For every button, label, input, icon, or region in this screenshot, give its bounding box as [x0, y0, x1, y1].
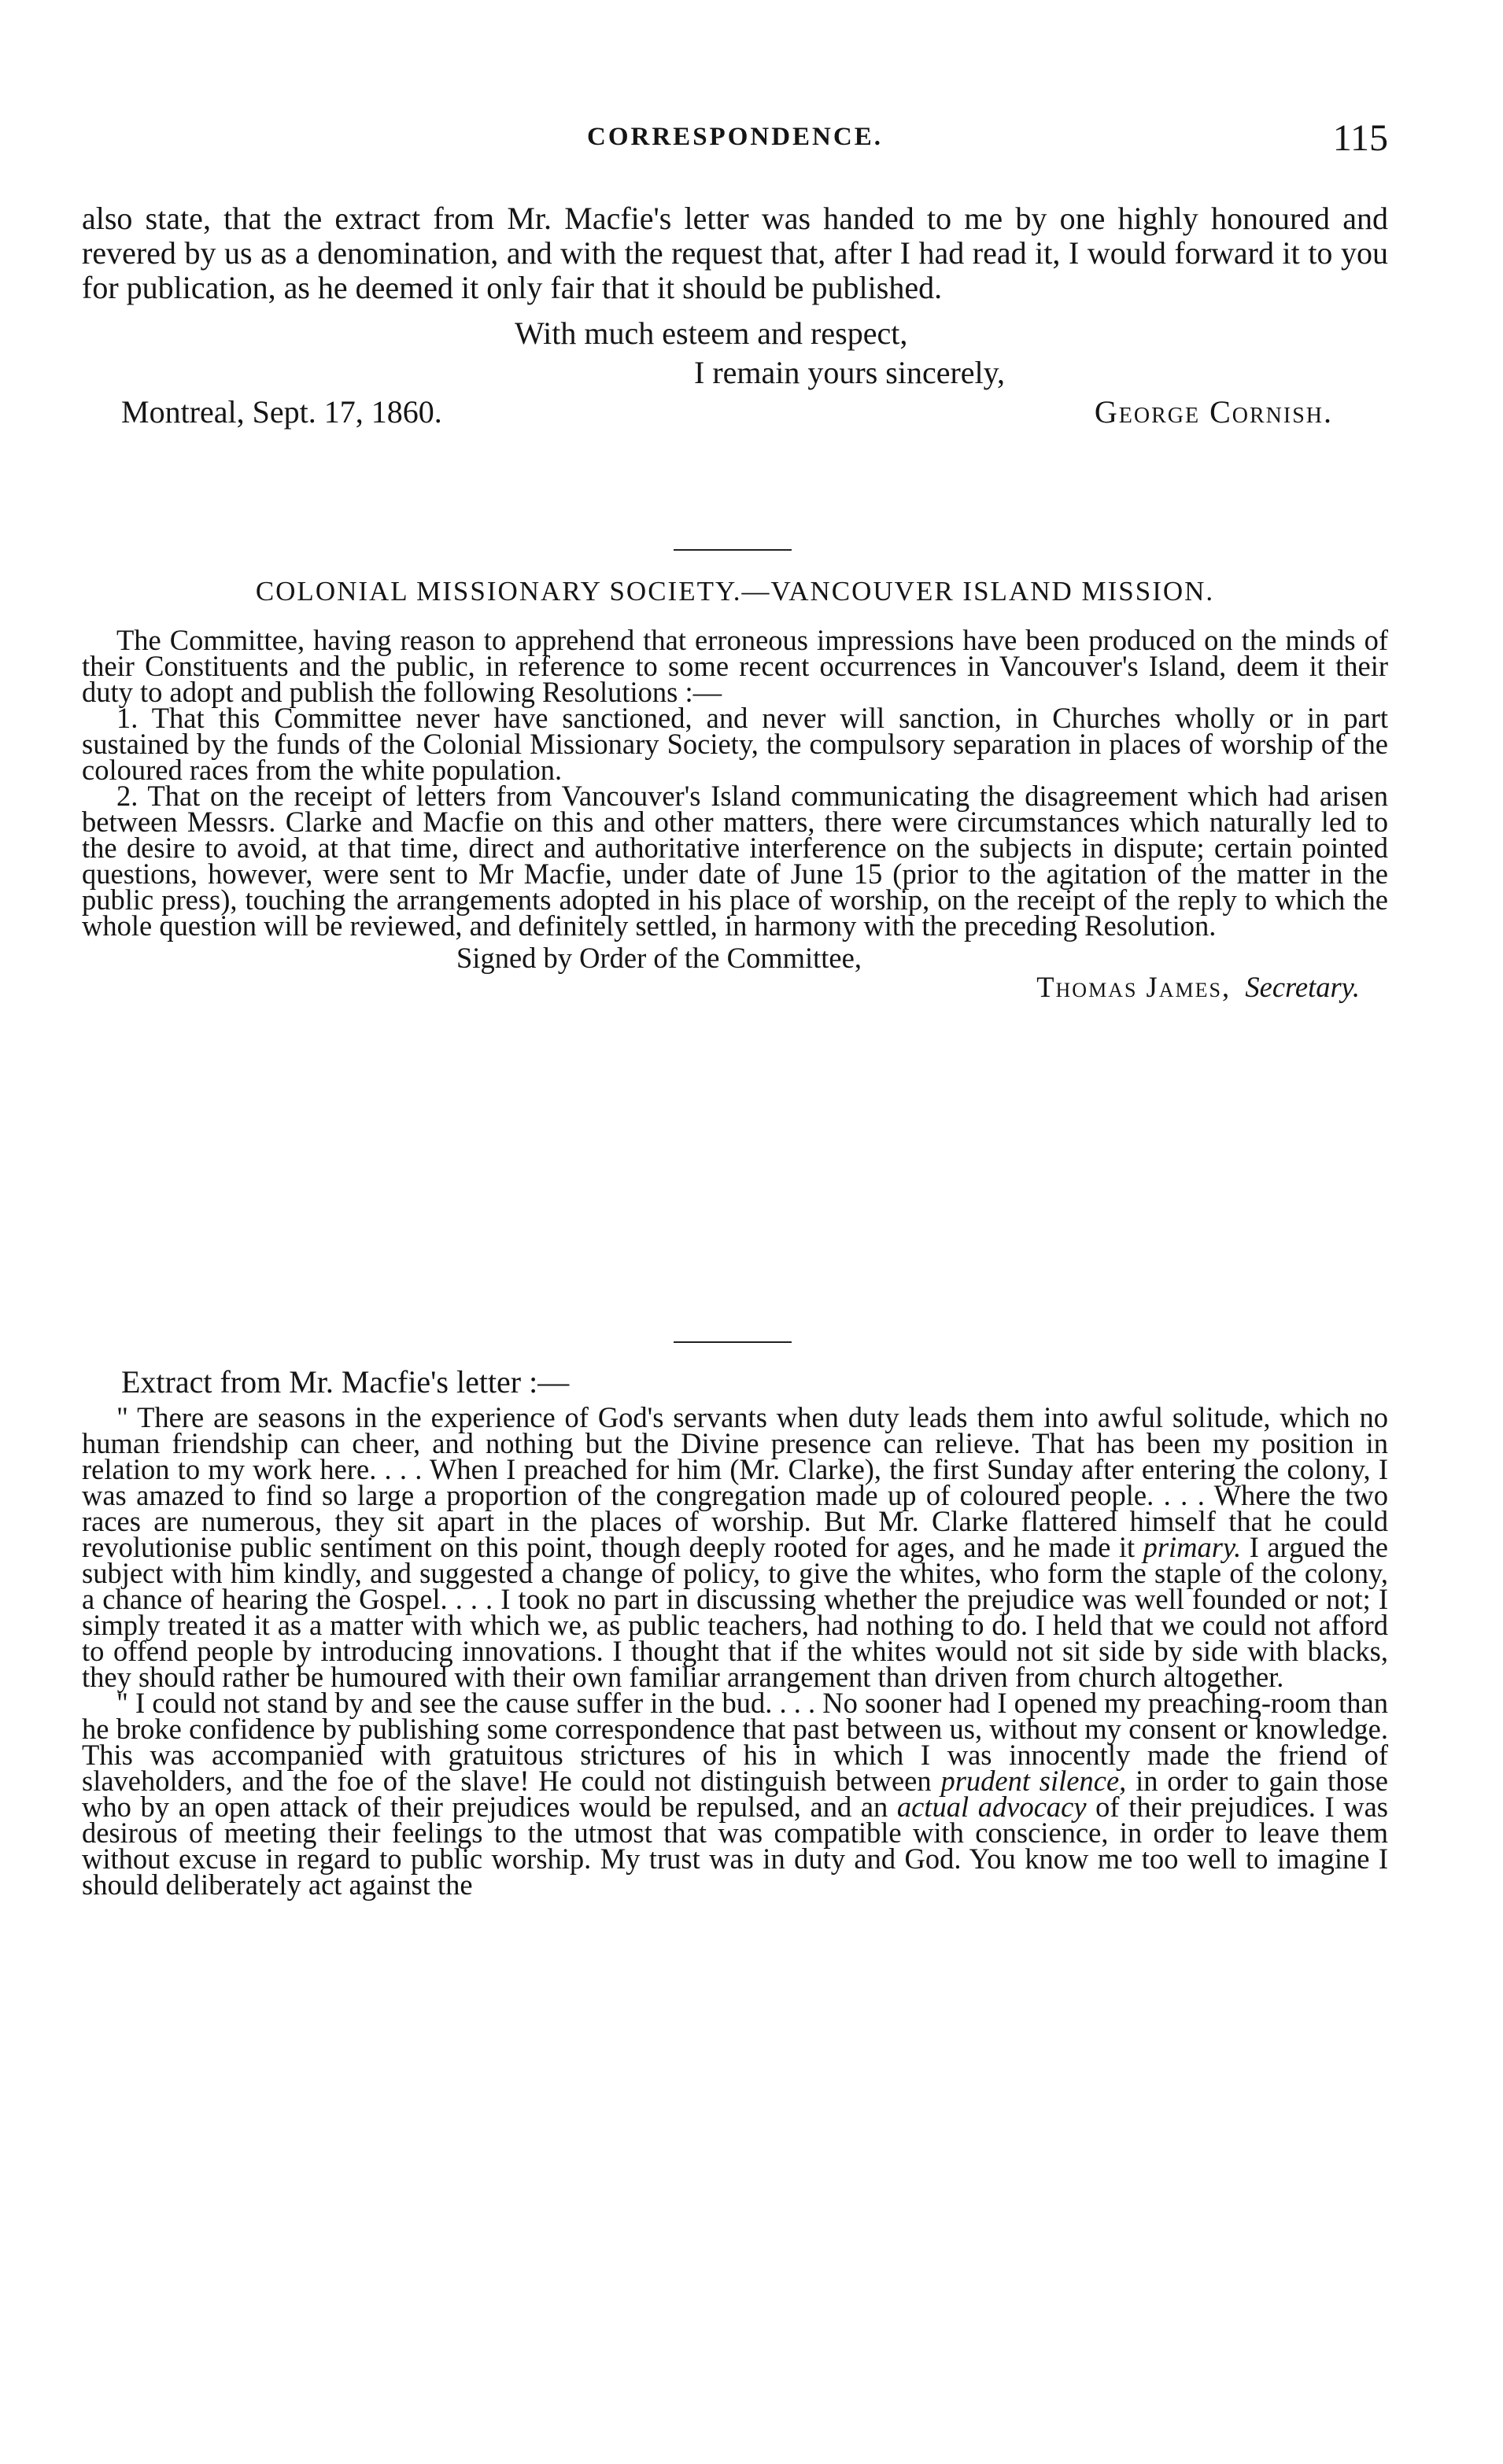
resolution-2: 2. That on the receipt of letters from Vancouver's Island communicating the disagreement which had arisen between Messrs. Clarke and Macfie on this and other matters, there were circumstances which naturally led to the desire to avoid, at that time, direct and authoritative interference on the subjects in dispute; certain pointed questions, however, were sent to Mr Macfie, under date of June 15 (prior to the agitation of the matter in the public press), touching the arrangements adopted in his place of worship, on the receipt of the reply to which the whole question will be reviewed, and definitely settled, in harmony with the preceding Resolution.: [82, 780, 1388, 942]
extract-divider: [674, 1341, 792, 1343]
page-number: 115: [1332, 117, 1388, 159]
extract-text: I argued the subject with him kindly, and suggested a change of policy, to give the whites, who form the staple of the colony, a chance of hearing the Gospel. . . . I took no part in discussing whether the prejudice was well founded or not; I simply treated it as a matter with which we, as public teachers, had nothing to do. I held that we could not afford to offend people by introducing innovations. I thought that if the whites would not sit side by side with blacks, they should rather be humoured with their own familiar arrangement than driven from church altogether.: [82, 1531, 1388, 1693]
secretary-title: Secretary.: [1245, 971, 1360, 1003]
letter-paragraph: also state, that the extract from Mr. Macfie's letter was handed to me by one highly honoured and revered by us as a denomination, and with the request that, after I had read it, I would forward it to you for publication, as he deemed it only fair that it should be published.: [82, 201, 1388, 305]
extract-paragraph-2: [82, 1687, 1389, 1901]
extract-heading: Extract from Mr. Macfie's letter :—: [121, 1364, 570, 1400]
signature: George Cornish.: [1094, 394, 1333, 430]
closing-line-1: With much esteem and respect,: [515, 315, 908, 351]
extract-text: of their prejudices. I was desirous of meeting their feelings to the utmost that was compatible with conscience, in order to leave them without excuse in regard to public worship. My trust was in duty and God. You know me too well to imagine I should deliberately act against the: [82, 1791, 1388, 1901]
resolution-1: 1. That this Committee never have sanctioned, and never will sanction, in Churches wholly or in part sustained by the funds of the Colonial Missionary Society, the compulsory separation in places of worship of the coloured races from the white population.: [82, 702, 1388, 786]
emphasis: actual advocacy: [896, 1791, 1087, 1823]
extract-text: " I could not stand by and see the cause suffer in the bud. . . . No sooner had I opened my preaching-room than he broke confidence by publishing some correspondence that past between us, without my consent or knowledge. This was accompanied with gratuitous strictures of his in which I was innocently made the friend of slaveholders, and the foe of the slave! He could not distinguish between: [82, 1687, 1388, 1797]
extract-text: in order to gain those who by an open attack of their prejudices would be repulsed, and an: [82, 1765, 1389, 1823]
secretary-name: Thomas James,: [1036, 971, 1232, 1003]
resolutions-block: [82, 624, 1388, 1003]
extract-paragraph-1: [82, 1401, 1388, 1693]
signed-line: Signed by Order of the Committee,: [456, 942, 862, 974]
emphasis: primary.: [1143, 1531, 1242, 1563]
section-divider: [674, 549, 792, 551]
letter-block: [82, 201, 1388, 431]
secretary-line: [82, 971, 1388, 1003]
signature-row: [82, 395, 1388, 431]
running-header: [82, 118, 1388, 165]
extract-block: [82, 1364, 1389, 1901]
closing-line-2: I remain yours sincerely,: [694, 355, 1006, 390]
place-date: Montreal, Sept. 17, 1860.: [121, 394, 442, 430]
emphasis: prudent silence,: [940, 1765, 1127, 1797]
running-title: CORRESPONDENCE.: [587, 123, 883, 151]
extract-text: " There are seasons in the experience of God's servants when duty leads them into awful solitude, which no human friendship can cheer, and nothing but the Divine presence can relieve. That has been my position in relation to my work here. . . . When I preached for him (Mr. Clarke), the first Sunday after entering the colony, I was amazed to find so large a proportion of the congregation made up of coloured people. . . . Where the two races are numerous, they sit apart in the places of worship. But Mr. Clarke flattered himself that he could revolutionise public sentiment on this point, though deeply rooted for ages, and he made it: [82, 1401, 1388, 1563]
committee-intro: The Committee, having reason to apprehend that erroneous impressions have been produced on the minds of their Constituents and the public, in reference to some recent occurrences in Vancouver's Island, deem it their duty to adopt and publish the following Resolutions :—: [82, 624, 1388, 708]
section-title: COLONIAL MISSIONARY SOCIETY.—VANCOUVER ISLAND MISSION.: [255, 576, 1215, 607]
